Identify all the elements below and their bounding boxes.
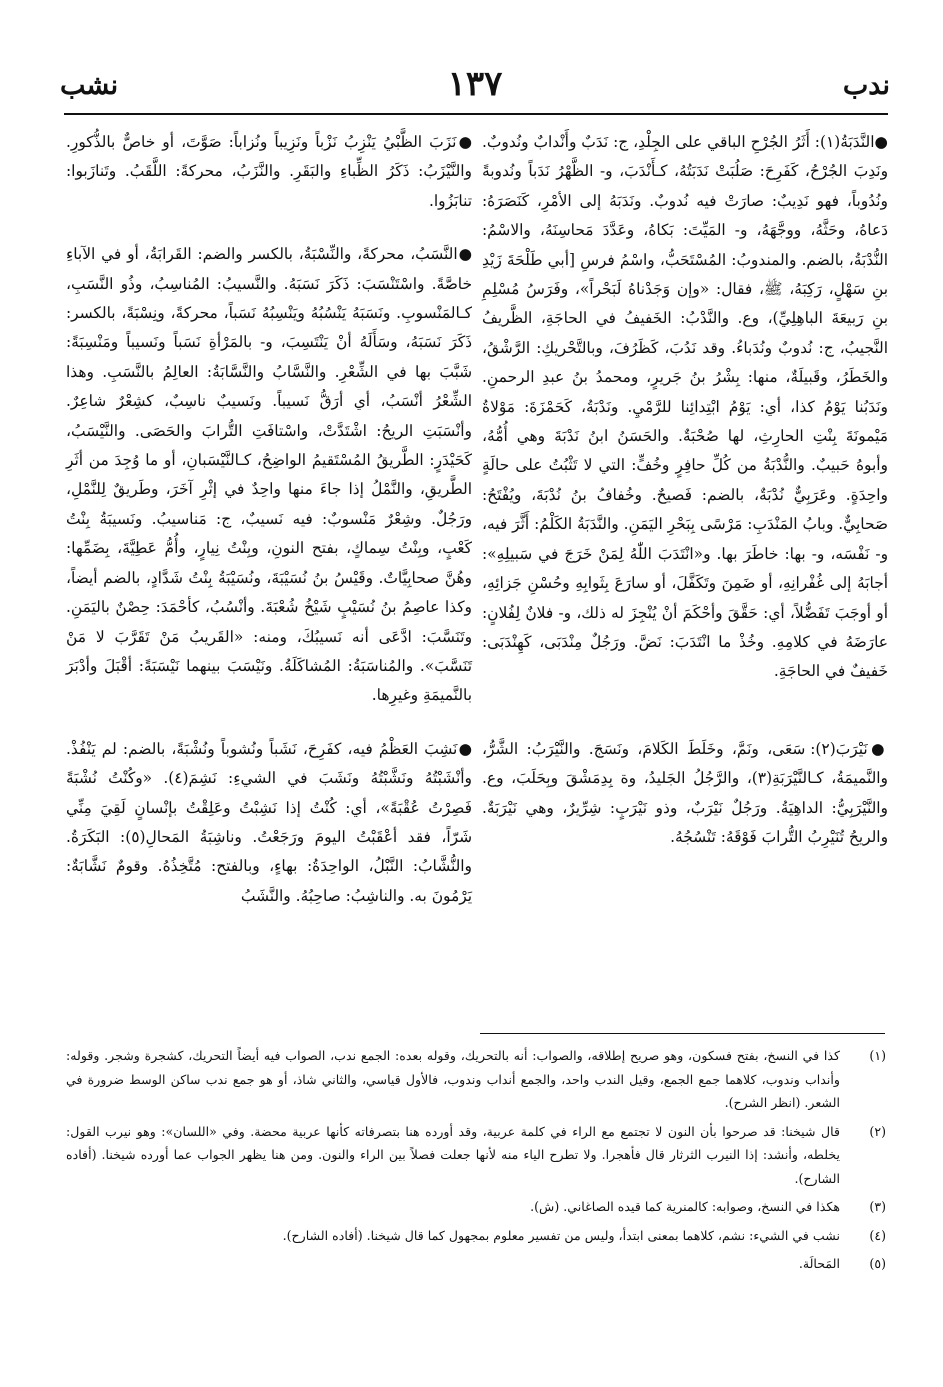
footnote-number: (٢) xyxy=(869,1123,886,1139)
footnote-text: المَحالَة. xyxy=(798,1256,840,1271)
entry-nayrab: ●نَيْرَبَ(٢): سَعَى، ونَمَّ، وخَلَطَ الكَلامَ، ونَسَجَ. والنَّيْرَبُ: الشَّرُّ، والنَّميمَةُ، كـالنَّيْرَبَةِ(٣)، والرَّجُلُ الجَليدُ، وة بِدِمَشْقَ وبِحَلَبَ، وع. والنَّيْرَبِيُّ: الداهِيَةُ. ورَجُلٌ نَيْرَبٌ، وذو نَيْرَبٍ: شِرِّيرٌ، وهي نَيْرَبَةٌ. والريحُ تُنَيْرِبُ التُّرابَ فَوْقَهُ: تَنْسُجُهُ. xyxy=(482,739,888,846)
footnote xyxy=(66,1252,886,1276)
footnote-text: نشب في الشيء: نشم، كلاهما بمعنى ابتدأ، وليس من تفسير معلوم بمجهول كما قال شيخنا. (أفاده الشارح). xyxy=(282,1227,840,1243)
entry-nazab: ●نَزَبَ الظَّبْيُ يَنْزِبُ نَزْباً ونَزِيباً ونُزاباً: صَوَّتَ، أو خاصٌّ بالذُّكورِ. والنَّيْزَبُ: ذَكَرُ الظِّباءِ والبَقَرِ. والنَّزَبُ، محركةً: اللَّقَبُ. وتَنازَبوا: تنابَزُوا. xyxy=(66,133,472,210)
entry-nadab: ●النَّدَبَةُ(١): أَثَرُ الجُرْحِ الباقي على الجِلْدِ، ج: نَدَبٌ وأَنْدابٌ ونُدوبٌ. ونَدِبَ الجُرْحُ، كَفَرِحَ: صَلُبَتْ نَدَبَتُهُ، كـأَنْدَبَ، و- الظَّهْرُ نَدَباً ونُدوبةً ونُدُوباً، فهو نَدِيبٌ: صارَتْ فيه نُدوبٌ. ونَدَبَهُ إلى الأمْرِ، كَنَصَرَهُ: دَعاهُ، وحَثَّهُ، ووجَّهَهُ، و- المَيِّتَ: بَكاهُ، وعَدَّدَ مَحاسِنَهُ، والاسْمُ: النُّدْبَةُ، بالضم. والمندوبُ: المُسْتَحَبُّ، واسْمُ فرسِ [أبي طَلْحَةَ زَيْدِ بنِ سَهْلٍ، رَكِبَهُ، ﷺ، فقال: «وإن وَجَدْناهُ لَبَحْراً»، وفَرَسُ مُسْلِمِ بنِ رَبيعَةَ الباهِلِيِّ)، وع. والنَّدْبُ: الخَفيفُ في الحاجَةِ، الظَّريفُ النَّجيبُ، ج: نُدوبٌ ونُدَباءُ. وقد نَدُبَ، كَظَرُفَ، وبالتَّحْريكِ: الرَّشْقُ، والخَطَرُ، وقَبيلَةٌ، منها: بِشْرُ بنُ جَريرٍ، ومحمدُ بنُ عبدِ الرحمنِ. ونَدَبُنا يَوْمُ كذا، أي: يَوْمُ ابْتِدائِنا للرَّمْيِ. ونَدْبَةُ، كَحَمْزَةَ: مَوْلاةُ مَيْمونَةَ بِنْتِ الحارِثِ، لها صُحْبَةٌ. والحَسَنُ ابنُ نَدْبَةَ وهي أُمُّهُ، وأبوهُ حَبيبٌ. والنُّدْبَةُ من كُلِّ حافِرٍ وخُفٍّ: التي لا تَثْبُتُ على حالَةٍ واحِدَةٍ. وعَرَبِيٌّ نُدْبَةٌ، بالضم: فَصيحٌ. وخُفافُ بنُ نُدْبَةَ، ويُفْتَحُ: صَحابِيٌّ. وبابُ المَنْدَبِ: مَرْسًى بِبَحْرِ اليَمَنِ. والنَّدَبَةُ الكَلْمُ: أَثَّرَ فيه، و- نَفْسَه، و- بها: خاطَرَ بها. و«انْتَدَبَ اللّٰهُ لِمَنْ خَرَجَ في سَبيلِهِ»: أجابَهُ إلى غُفْرانِهِ، أو ضَمِنَ وتَكَفَّلَ، أو سارَعَ بِثَوابِهِ وحُسْنِ جَزائِهِ، أو أوجَبَ تَفَضُّلاً، أي: حَقَّقَ وأحْكَمَ أنْ يُنْجِزَ له ذلك، و- فلانٌ لِفُلانٍ: عارَضَهُ في كلامِهِ. وخُذْ ما انْتَدَبَ: نَضَّ. ورَجُلٌ مِنْدَبَى، كَهِنْدَبَى: خَفيفٌ في الحاجَةِ. xyxy=(482,133,888,681)
header-rule xyxy=(64,113,888,115)
footnote-text: هكذا في النسخ، وصوابه: كالمنرية كما قيده الصاغاني. (ش). xyxy=(530,1199,840,1214)
header-right-word: ندب xyxy=(842,70,890,101)
footnote-number: (١) xyxy=(869,1048,886,1063)
footnote-text: كذا في النسخ، بفتح فسكون، وهو صريح إطلاقه، والصواب: أنه بالتحريك، وقوله بعده: الجمع ندب، الصواب فيه أيضاً التحريك، كشجرة وشجر. وقوله: وأنداب وندوب، كلاهما جمع الجمع، وقيل الندب واحد، والجمع أنداب وندوب، فالأول قياسي، والثاني شاذ، أو هو جمع ندب ساكن الوسط ضرورة في الشعر. (انظر الشرح). xyxy=(66,1048,840,1110)
header-left-word: نشب xyxy=(60,70,119,101)
page-header xyxy=(60,64,890,112)
left-column xyxy=(66,128,472,935)
footnote-number: (٥) xyxy=(869,1256,886,1271)
entry-nashib: ●نَشِبَ العَظْمُ فيه، كفَرِحَ، نَشَباً ونُشوباً ونُشْبَةً، بالضم: لم يَنْفُذْ. وأنْشَبْتُهُ ونَشَّبْتُهُ ونَشَبَ في الشيءِ: نَشِمَ(٤). «وكُنْتُ نُشْبَةً فَصِرْتُ عُقْبَةً»، أي: كُنْتُ إذا نَشِبْتُ وعَلِقْتُ بإنْسانٍ لَقِيَ مِنِّي شَرّاً، فقد أعْقَبْتُ اليومَ ورَجَعْتُ. وناشِبَةُ المَحالِ(٥): البَكَرَةُ. والنُّشَّابُ: النَّبْلُ، الواحِدَةُ: بهاءٍ، وبالفتح: مُتَّخِذُهُ. وقومٌ نَشَّابَةٌ: يَرْمُونَ به. والناشِبُ: صاحِبُهُ. والنَّشَبُ xyxy=(66,739,472,905)
footnote xyxy=(66,1224,886,1248)
footnotes xyxy=(66,1044,886,1281)
footnote-number: (٣) xyxy=(869,1199,886,1214)
right-column xyxy=(482,128,888,876)
entry-nasab: ●النَّسَبُ، محركةً، والنِّسْبَةُ، بالكسر والضم: القَرابَةُ، أو في الآباءِ خاصَّةً. واسْتَنْسَبَ: ذَكَرَ نَسَبَهُ. والنَّسيبُ: المُناسِبُ، وذُو النَّسَبِ، كـالمَنْسوبِ. ونَسَبَهُ يَنْسُبُهُ ويَنْسِبُهُ نَسَباً، محركةً، ونِسْبَةً، بالكسر: ذَكَرَ نَسَبَهُ، وسَأَلَهُ أنْ يَنْتَسِبَ، و- بالمَرْأةِ نَسَباً ونَسيباً ومَنْسِبَةً: شَبَّبَ بها في الشِّعْرِ. والنَّسَّابُ والنَّسَّابَةُ: العالِمُ بالنَّسَبِ. وهذا الشِّعْرُ أنْسَبُ، أي أرَقُّ نَسيباً. ونَسيبٌ ناسِبٌ، كشِعْرٌ شاعِرٌ. وأنْسَبَتِ الريحُ: اشْتَدَّتْ، واسْتافَتِ التُّرابَ والحَصَى. والنَّيْسَبُ، كَحَيْدَرٍ: الطَّريقُ المُسْتَقيمُ الواضِحُ، كـالنَّيْسَبانِ، أو ما وُجِدَ من أثَرِ الطَّريقِ، والنَّمْلُ إذا جاءَ منها واحِدٌ في إثْرِ آخَرَ، وطَريقٌ لِلنَّمْلِ، ورَجُلٌ. وشِعْرٌ مَنْسوبٌ: فيه نَسيبٌ، ج: مَناسيبُ. ونَسيبَةُ بِنْتُ كَعْبٍ، وبِنْتُ سِماكٍ، بفتح النونِ، وبِنْتُ نِيارٍ، وأُمُّ عَطِيَّةَ، بِضَمِّها: وهُنَّ صحابِيَّاتٌ. وقَيْسُ بنُ نُسَيْبَةَ، ونُسَيْبَةُ بِنْتُ شَدَّادٍ، بالضم أيضاً، وكذا عاصِمُ بنُ نُسَيْبٍ شَيْخُ شُعْبَةَ. وأنْسُبُ، كأحْمَدَ: حِصْنٌ باليَمَنِ. وتَنَسَّبَ: ادَّعَى أنه نَسيبُكَ، ومنه: «القَريبُ مَنْ تَقَرَّبَ لا مَنْ تَنَسَّبَ». والمُناسَبَةُ: المُشاكَلَةُ. ونَيْسَبَ بينهما نَيْسَبَةً: أقْبَلَ وأدْبَرَ بالنَّميمَةِ وغيرِها. xyxy=(66,245,472,705)
footnote xyxy=(66,1195,886,1219)
footnote xyxy=(66,1044,886,1115)
page-number: ١٣٧ xyxy=(447,64,503,104)
footnote-text: قال شيخنا: قد صرحوا بأن النون لا تجتمع مع الراء في كلمة عربية، وقد أورده هنا بتصرفاته كأنها عربية محضة. وفي «اللسان»: وهو نيرب القول: يخلطه، وأنشد: إذا النيرب الثرثار قال فأهجرا. ولا تطرح الياء منه لأنها جعلت فصلاً بين الراء والنون. ومن هنا يظهر الجواب عما أورده شيخنا. (أفاده الشارح). xyxy=(66,1123,840,1186)
footnote xyxy=(66,1120,886,1191)
footnote-number: (٤) xyxy=(869,1227,886,1243)
footnote-rule xyxy=(480,1033,885,1034)
